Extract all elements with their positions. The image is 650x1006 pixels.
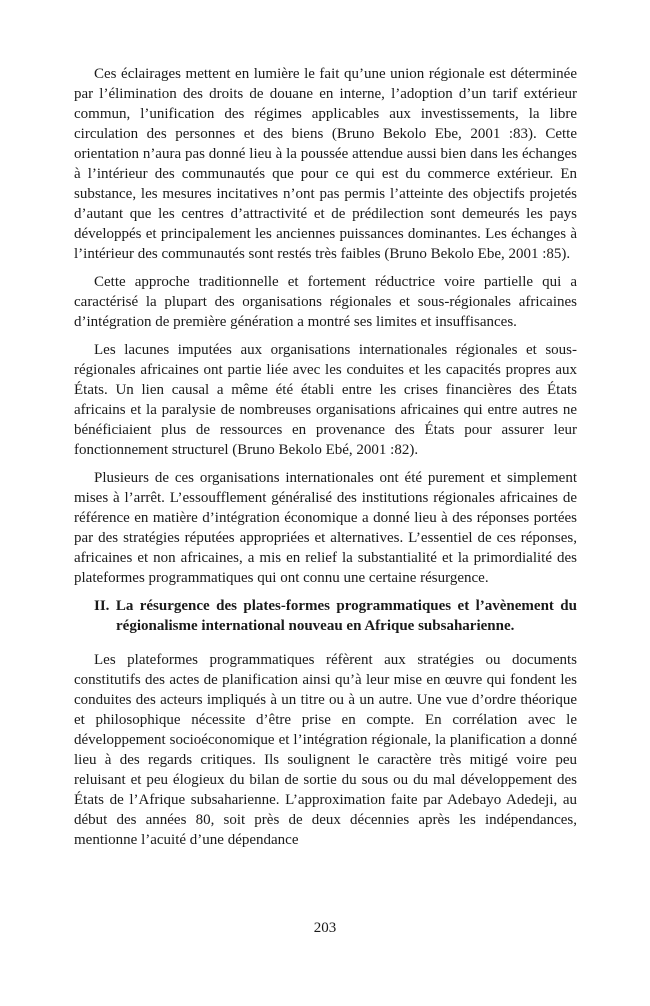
paragraph-1: Ces éclairages mettent en lumière le fait qu’une union régionale est déterminée par l’élimination des droits de douane en interne, l’adoption d’un tarif extérieur commun, l’unification des régimes applicables aux investissements, la libre circulation des personnes et des biens (Bruno Bekolo Ebe, 2001 :83). Cette orientation n’aura pas donné lieu à la poussée attendue aussi bien dans les échanges à l’intérieur des communautés que pour ce qui est du commerce extérieur. En substance, les mesures incitatives n’ont pas permis l’atteinte des objectifs projetés d’autant que les centres d’attractivité et de prédilection sont demeurés les pays développés et principalement les anciennes puissances dominantes. Les échanges à l’intérieur des communautés sont restés très faibles (Bruno Bekolo Ebe, 2001 :85). <box>74 66 577 262</box>
paragraph-4: Plusieurs de ces organisations internationales ont été purement et simplement mises à l’arrêt. L’essoufflement généralisé des institutions régionales africaines de référence en matière d’intégration économique a donné lieu à des réponses portées par des stratégies réputées appropriées et alternatives. L’essentiel de ces réponses, africaines et non africaines, a mis en relief la substantialité et la primordialité des plateformes programmatiques qui ont connu une certaine résurgence. <box>74 470 577 586</box>
paragraph-5: Les plateformes programmatiques réfèrent aux stratégies ou documents constitutifs des actes de planification ainsi qu’à leur mise en œuvre qui fondent les conduites des acteurs impliqués à un titre ou à un autre. Une vue d’ordre théorique et philosophique nécessite d’être prise en compte. En corrélation avec le développement socioéconomique et l’intégration régionale, la planification a donné lieu à des regards critiques. Ils soulignent le caractère très mitigé voire peu reluisant et peu élogieux du bilan de sortie du sous ou du mal développement des États de l’Afrique subsaharienne. L’approximation faite par Adebayo Adedeji, au début des années 80, soit près de deux décennies après les indépendances, mentionne l’acuité d’une dépendance <box>74 652 577 848</box>
page-number: 203 <box>313 920 337 936</box>
page-body <box>74 64 577 858</box>
section-heading: II. La résurgence des plates-formes programmatiques et l’avènement du régionalisme international nouveau en Afrique subsaharienne. <box>94 598 577 634</box>
paragraph-3: Les lacunes imputées aux organisations internationales régionales et sous-régionales africaines ont partie liée avec les conduites et les capacités propres aux États. Un lien causal a même été établi entre les crises financières des États africains et la paralysie de nombreuses organisations africaines qui entre autres ne bénéficiaient plus de ressources en provenance des États pour assurer leur fonctionnement structurel (Bruno Bekolo Ebé, 2001 :82). <box>74 342 577 458</box>
paragraph-2: Cette approche traditionnelle et fortement réductrice voire partielle qui a caractérisé la plupart des organisations régionales et sous-régionales africaines d’intégration de première génération a montré ses limites et insuffisances. <box>74 274 577 330</box>
